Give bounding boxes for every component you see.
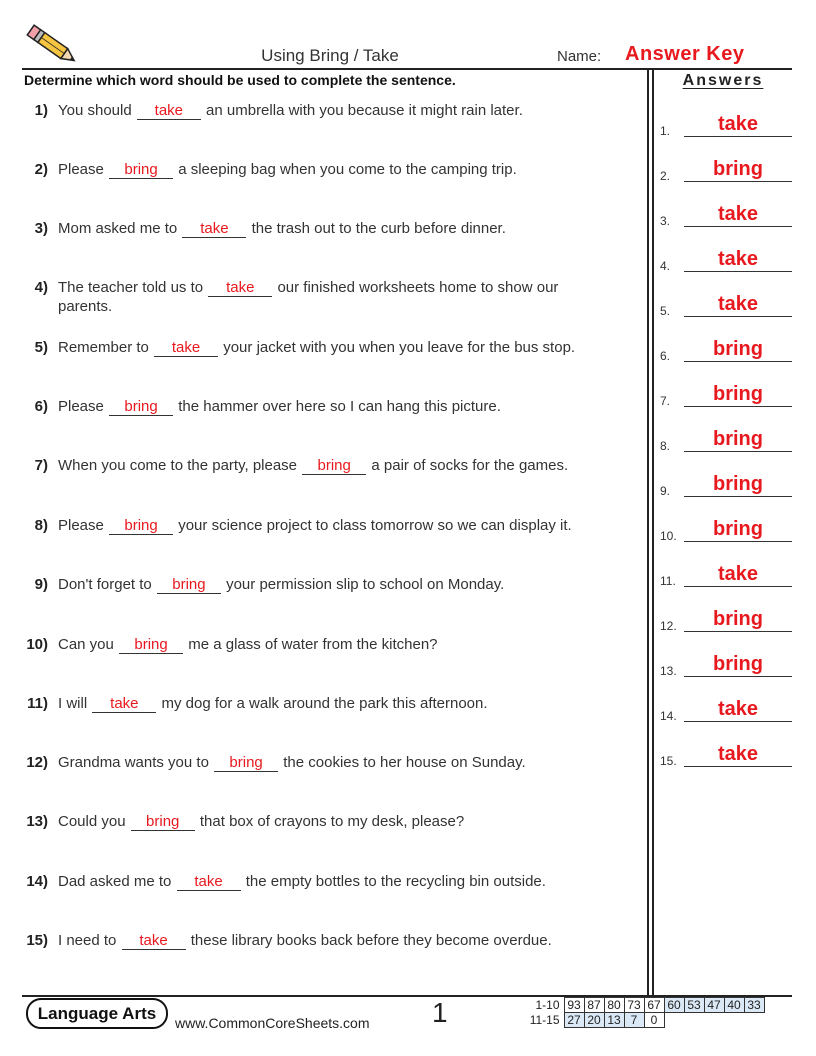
answer-value: bring — [713, 383, 763, 405]
score-row-label: 1-10 — [535, 998, 560, 1012]
answer-blank: take — [182, 220, 246, 238]
score-cell: 33 — [744, 998, 764, 1013]
score-cell: 20 — [584, 1013, 604, 1028]
question-text — [58, 397, 618, 416]
answer-number: 11. — [660, 574, 676, 588]
question-number: 2) — [34, 161, 48, 178]
question-text — [58, 278, 598, 316]
question-number: 11) — [27, 695, 48, 712]
answer-value: bring — [713, 428, 763, 450]
answer-number: 9. — [660, 484, 671, 498]
answer-row — [660, 380, 794, 410]
score-cell: 27 — [564, 1013, 584, 1028]
score-table — [522, 997, 765, 1028]
answer-line — [684, 202, 792, 227]
question-before: I will — [58, 695, 88, 712]
question-before: Can you — [58, 636, 114, 653]
score-cell: 80 — [604, 998, 624, 1013]
instructions: Determine which word should be used to complete the sentence. — [24, 72, 456, 88]
answer-value: bring — [713, 158, 763, 180]
header-divider — [22, 68, 792, 70]
answer-line — [684, 382, 792, 407]
answer-blank: bring — [214, 754, 278, 772]
question-number: 14) — [26, 873, 48, 890]
question-after: the hammer over here so I can hang this picture. — [178, 398, 501, 415]
answer-number: 8. — [660, 439, 671, 453]
question-after: my dog for a walk around the park this afternoon. — [161, 695, 488, 712]
answer-value: take — [717, 743, 759, 765]
answer-row — [660, 245, 794, 275]
answer-value: bring — [713, 338, 763, 360]
question-before: Grandma wants you to — [58, 754, 209, 771]
answer-row — [660, 425, 794, 455]
answer-line — [684, 427, 792, 452]
answer-line — [684, 607, 792, 632]
question-before: Dad asked me to — [58, 873, 172, 890]
question-before: When you come to the party, please — [58, 457, 298, 474]
answer-value: bring — [713, 518, 763, 540]
question-text — [58, 931, 618, 950]
question-text — [58, 694, 618, 713]
question-text — [58, 101, 618, 120]
answer-line — [684, 247, 792, 272]
question-text — [58, 219, 618, 238]
answer-number: 4. — [660, 259, 671, 273]
page-number: 1 — [432, 997, 448, 1028]
answer-blank: bring — [109, 517, 173, 535]
question-after: your permission slip to school on Monday. — [226, 576, 505, 593]
question-text — [58, 812, 618, 831]
answer-blank: take — [177, 873, 241, 891]
score-cell: 60 — [664, 998, 684, 1013]
score-row — [522, 1013, 764, 1028]
answer-row — [660, 605, 794, 635]
answer-number: 10. — [660, 529, 677, 543]
score-cell: 67 — [644, 998, 664, 1013]
answer-value: bring — [713, 608, 763, 630]
answer-number: 6. — [660, 349, 671, 363]
answer-value: take — [717, 563, 759, 585]
answer-blank: bring — [109, 161, 173, 179]
question-text — [58, 456, 618, 475]
answer-row — [660, 695, 794, 725]
answer-line — [684, 157, 792, 182]
answer-line — [684, 292, 792, 317]
answer-line — [684, 652, 792, 677]
question-before: Could you — [58, 813, 126, 830]
score-cell: 0 — [644, 1013, 664, 1028]
question-number: 13) — [26, 813, 48, 830]
question-after: your science project to class tomorrow so we can display it. — [178, 517, 572, 534]
question-number: 10) — [26, 636, 48, 653]
answer-blank: bring — [109, 398, 173, 416]
score-cell: 13 — [604, 1013, 624, 1028]
answer-number: 14. — [660, 709, 677, 723]
question-text — [58, 872, 618, 891]
page-title: Using Bring / Take — [261, 46, 399, 65]
question-text — [58, 516, 618, 535]
score-cell: 73 — [624, 998, 644, 1013]
answer-row — [660, 110, 794, 140]
question-after: a pair of socks for the games. — [371, 457, 569, 474]
question-after: a sleeping bag when you come to the camping trip. — [178, 161, 517, 178]
question-after: that box of crayons to my desk, please? — [199, 813, 465, 830]
question-after: the cookies to her house on Sunday. — [283, 754, 526, 771]
answer-blank: bring — [119, 636, 183, 654]
answer-line — [684, 337, 792, 362]
score-cell: 93 — [564, 998, 584, 1013]
answer-blank: take — [122, 932, 186, 950]
answer-value: bring — [713, 653, 763, 675]
answer-row — [660, 560, 794, 590]
question-before: Please — [58, 517, 104, 534]
answer-value: take — [717, 293, 759, 315]
answer-blank: take — [137, 102, 201, 120]
question-before: Remember to — [58, 339, 149, 356]
brand-badge: Language Arts — [26, 998, 168, 1029]
answer-row — [660, 650, 794, 680]
answer-row — [660, 335, 794, 365]
question-number: 15) — [26, 932, 48, 949]
question-number: 6) — [34, 398, 48, 415]
column-divider — [652, 68, 654, 996]
question-before: Please — [58, 398, 104, 415]
score-cell: 7 — [624, 1013, 644, 1028]
score-row-label: 11-15 — [529, 1013, 560, 1027]
name-label: Name: — [557, 48, 602, 65]
question-number: 9) — [34, 576, 48, 593]
question-after: your jacket with you when you leave for the bus stop. — [223, 339, 576, 356]
question-after: the empty bottles to the recycling bin outside. — [245, 873, 546, 890]
question-before: The teacher told us to — [58, 279, 204, 296]
answer-blank: take — [154, 339, 218, 357]
question-text — [58, 338, 618, 357]
question-number: 1) — [34, 102, 48, 119]
answer-number: 13. — [660, 664, 677, 678]
score-cell: 40 — [724, 998, 744, 1013]
answer-blank: take — [208, 279, 272, 297]
answer-row — [660, 470, 794, 500]
answer-line — [684, 562, 792, 587]
question-number: 5) — [34, 339, 48, 356]
question-before: Mom asked me to — [58, 220, 178, 237]
answer-row — [660, 740, 794, 770]
answer-number: 3. — [660, 214, 671, 228]
question-before: You should — [58, 102, 132, 119]
answer-line — [684, 472, 792, 497]
answers-header: Answers — [682, 72, 764, 89]
answer-value: take — [717, 698, 759, 720]
answer-value: take — [717, 248, 759, 270]
question-number: 3) — [34, 220, 48, 237]
score-row — [522, 998, 764, 1013]
answer-row — [660, 200, 794, 230]
answer-blank: take — [92, 695, 156, 713]
answer-line — [684, 742, 792, 767]
question-after: me a glass of water from the kitchen? — [188, 636, 438, 653]
score-cell: 87 — [584, 998, 604, 1013]
answer-blank: bring — [157, 576, 221, 594]
answer-number: 12. — [660, 619, 677, 633]
answer-value: take — [717, 113, 759, 135]
answer-line — [684, 517, 792, 542]
column-divider — [647, 68, 649, 996]
question-number: 4) — [34, 279, 48, 296]
answer-line — [684, 697, 792, 722]
answer-key-label: Answer Key — [625, 43, 745, 65]
question-after: these library books back before they become overdue. — [190, 932, 552, 949]
question-number: 12) — [26, 754, 48, 771]
answer-value: bring — [713, 473, 763, 495]
question-before: Don't forget to — [58, 576, 152, 593]
question-number: 7) — [34, 457, 48, 474]
question-text — [58, 753, 618, 772]
answer-number: 1. — [660, 124, 671, 138]
question-before: Please — [58, 161, 104, 178]
question-text — [58, 575, 618, 594]
question-after: an umbrella with you because it might rain later. — [206, 102, 523, 119]
question-after: the trash out to the curb before dinner. — [251, 220, 506, 237]
question-text — [58, 160, 618, 179]
question-after: our finished worksheets home to show our parents. — [58, 279, 559, 315]
question-number: 8) — [34, 517, 48, 534]
answer-value: take — [717, 203, 759, 225]
score-cell: 53 — [684, 998, 704, 1013]
score-cell: 47 — [704, 998, 724, 1013]
question-before: I need to — [58, 932, 117, 949]
website-link[interactable]: www.CommonCoreSheets.com — [175, 1015, 370, 1031]
answer-row — [660, 515, 794, 545]
answer-number: 5. — [660, 304, 671, 318]
answer-blank: bring — [131, 813, 195, 831]
answer-row — [660, 290, 794, 320]
answer-number: 15. — [660, 754, 677, 768]
answer-line — [684, 112, 792, 137]
answer-number: 2. — [660, 169, 671, 183]
answer-number: 7. — [660, 394, 671, 408]
answer-row — [660, 155, 794, 185]
answer-blank: bring — [302, 457, 366, 475]
question-text — [58, 635, 618, 654]
